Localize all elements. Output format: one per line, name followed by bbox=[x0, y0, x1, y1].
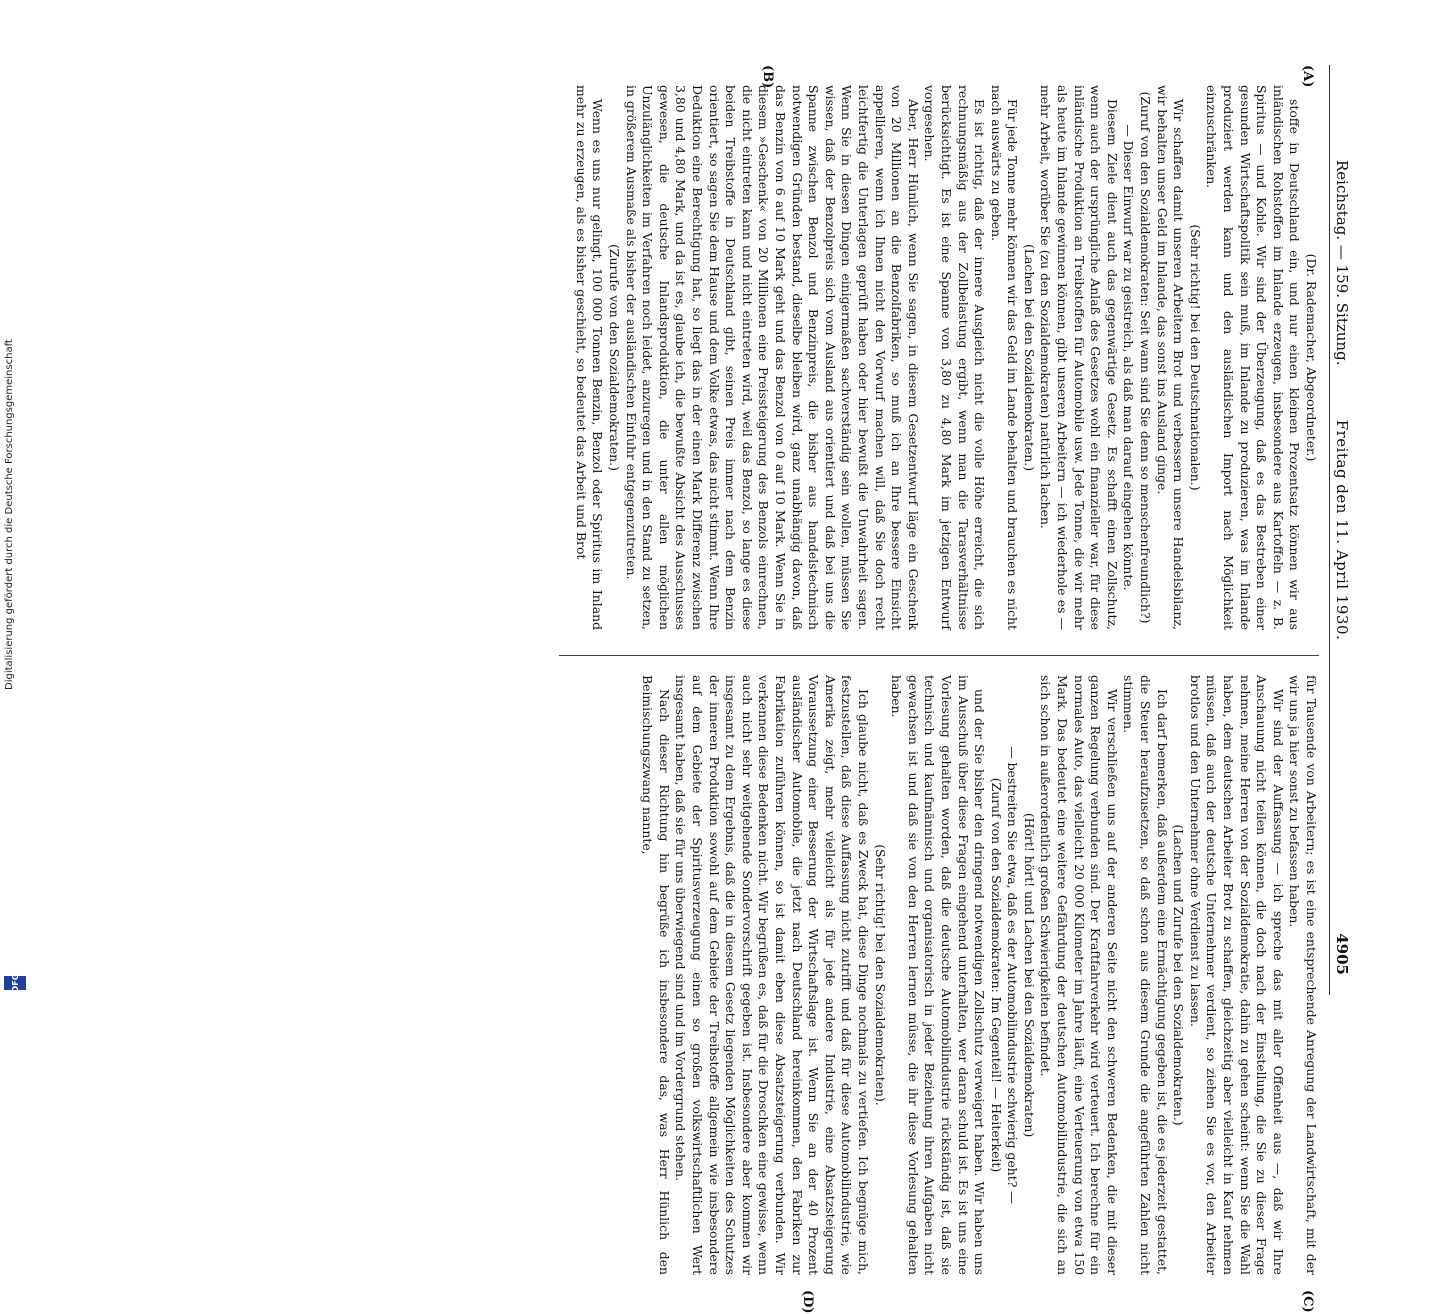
interjection: (Zurufe von den Sozialdemokraten.) bbox=[607, 244, 623, 471]
paragraph: Es ist richtig, daß der innere Ausgleich nicht die volle Höhe erreicht, die sich rechnungsmäßig aus der Zollbelastung ergibt, wenn man die Tarasverhältnisse berücksichtigt. Es ist eine Spanne von 3,80 zu 4,80 Mark im jetzigen Entwurf vorgesehen. bbox=[922, 85, 988, 630]
interjection: (Dr. Rademacher, Abgeordneter.) bbox=[1304, 253, 1319, 462]
page-number: 4905 bbox=[1333, 933, 1351, 975]
margin-marker-b: (B) bbox=[760, 65, 775, 89]
paragraph: stoffe in Deutschland ein, und nur einen kleinen Prozentsatz können wir aus inländischen Rohstoffen im Inlande erzeugen, insbesondere aus Kartoffeln — z. B. Spiritus — und Kohle. Wir sind der Überzeugung, daß es das Bestreben einer gesunden Wirtschaftspolitik sein muß, im Inlande zu produzieren, was im Inlande produziert werden kann und den ausländischen Import nach Möglichkeit einzuschränken. bbox=[1204, 85, 1303, 630]
dfg-logo: DFG bbox=[4, 976, 26, 990]
interjection: (Sehr richtig! bei den Sozialdemokraten). bbox=[872, 844, 888, 1106]
left-column bbox=[572, 85, 1319, 630]
paragraph: Aber, Herr Hünlich, wenn Sie sagen, in diesem Gesetzentwurf läge ein Geschenk von 20 Millionen an die Benzolfabriken, so muß ich an Ihre bessere Einsicht appellieren, wenn ich Ihnen nicht den Vorwurf machen will, daß Sie doch recht leichtfertig die Unterlagen geprüft haben oder hier bewußt die Unwahrheit sagen. Wenn Sie in diesen Dingen einigermaßen sachverständig sein wollen, müssen Sie wissen, daß der Benzolpreis sich vom Ausland aus orientiert und daß bei uns die Spanne zwischen Benzol und Benzinpreis, die bisher aus handelstechnisch notwendigen Gründen bestand, dieselbe bleiben wird, ganz unabhängig davon, daß das Benzin von 6 auf 10 Mark geht und das Benzol von 0 auf 10 Mark. Wenn Sie in diesem »Geschenk« von 20 Millionen eine Preissteigerung des Benzols einrechnen, die nicht eintreten kann und nicht eintreten wird, weil das Benzol, so lange es diese beiden Treibstoffe in Deutschland gibt, seinen Preis immer nach dem Benzin orientiert, so sagen Sie dem Hause und dem Volke etwas, das nicht stimmt. Wenn Ihre Deduktion eine Berechtigung hat, so liegt das in der einen Mark Differenz zwischen 3,80 und 4,80 Mark, und da ist es, glaube ich, die bewußte Absicht des Ausschusses gewesen, die deutsche Inlandsproduktion, die unter allen möglichen Unzulänglichkeiten im Verfahren noch leidet, anzuregen und in den Stand zu setzen, in größerem Ausmaße als bisher der ausländischen Einfuhr entgegenzutreten. bbox=[623, 85, 921, 630]
paragraph: Ich glaube nicht, daß es Zweck hat, diese Dinge nochmals zu vertiefen. Ich begnüge mich, festzustellen, daß diese Auffassung nicht zutrifft und daß für diese Automobilindustrie, wie Amerika zeigt, mehr vielleicht als für jede andere Industrie, eine Absatzsteigerung Voraussetzung einer Besserung der Wirtschaftslage ist. Wenn Sie an der 40 Prozent ausländischer Automobile, die jetzt nach Deutschland hereinkommen, den Fabriken zur Fabrikation zuführen können, so ist damit eben diese Absatzsteigerung verbunden. Wir verkennen diese Bedenken nicht. Wir begrüßen es, daß für die Droschken eine gewisse, wenn auch nicht sehr weitgehende Sondervorschrift gegeben ist. Insbesondere aber kommen wir insgesamt zu dem Ergebnis, daß die in diesem Gesetz liegenden Möglichkeiten des Schutzes der inneren Produktion sowohl auf dem Gebiete der Treibstoffe allgemein wie insbesondere auf dem Gebiete der Spiritusverzeugung einen so großen volkswirtschaftlichen Wert insgesamt haben, daß sie für uns überwiegend sind und im Vordergrund stehen. bbox=[673, 675, 871, 1275]
interjection: (Hört! hört! und Lachen bei den Sozialdemokraten) bbox=[1021, 812, 1037, 1138]
paragraph: Für jede Tonne mehr können wir das Geld im Lande behalten und brauchen es nicht nach auswärts zu geben. bbox=[988, 85, 1021, 630]
column-divider bbox=[559, 655, 1319, 656]
paragraph: Wir sind der Auffassung — ich spreche das mit aller Offenheit aus —, daß wir Ihre Anschauung nicht teilen können, die doch nach der Einstellung, die Sie zu dieser Frage nehmen, meine Herren von der Sozialdemokratie, dahin zu gehen scheint: wenn Sie die Wahl haben, dem deutschen Arbeiter Brot zu schaffen, gleichzeitig aber vielleicht in Kauf nehmen müssen, daß auch der deutsche Unternehmer verdient, so ziehen Sie es vor, den Arbeiter brotlos und den Unternehmer ohne Verdienst zu lassen. bbox=[1187, 675, 1286, 1275]
paragraph: Ich darf bemerken, daß außerdem eine Ermächtigung gegeben ist, die es jederzeit gestattet, die Steuer heraufzusetzen, so daß schon aus diesem Grunde die angeführten Zahlen nicht stimmen. bbox=[1121, 675, 1170, 1275]
margin-marker-d: (D) bbox=[800, 1290, 815, 1314]
interjection: (Zuruf von den Sozialdemokraten: Im Gegenteil! — Heiterkeit) bbox=[988, 777, 1004, 1173]
paragraph: Wenn es uns nur gelingt, 100 000 Tonnen Benzin, Benzol oder Spiritus im Inland mehr zu erzeugen, als es bisher geschieht, so bedeutet das Arbeit und Brot bbox=[573, 85, 606, 630]
paragraph: und der Sie bisher den dringend notwendigen Zollschutz verweigert haben. Wir haben uns im Ausschuß über diese Fragen eingehend unterhalten, wer daran schuld ist. Es ist uns eine Vorlesung gehalten worden, daß die deutsche Automobilindustrie rückständig ist, daß sie technisch und kaufmännisch und organisatorisch in jeder Beziehung ihren Aufgaben nicht gewachsen ist und daß sie von den Herren lernen müsse, die ihr diese Vorlesung gehalten haben. bbox=[889, 675, 988, 1275]
paragraph: Diesem Ziele dient auch das gegenwärtige Gesetz. Es schafft einen Zollschutz, wenn auch der ursprüngliche Anlaß des Gesetzes wohl ein finanzieller war, für diese inländische Produktion an Treibstoffen für Automobile usw. Jede Tonne, die wir mehr als heute im Inlande gewinnen können, gibt unseren Arbeitern — ich wiederhole es — mehr Arbeit, worüber Sie (zu den Sozialdemokraten) natürlich lachen. bbox=[1038, 85, 1120, 630]
margin-marker-a: (A) bbox=[1300, 65, 1315, 88]
paragraph: für Tausende von Arbeitern; es ist eine entsprechende Anregung der Landwirtschaft, mit der wir uns ja hier sonst zu befassen haben. bbox=[1287, 675, 1319, 1275]
rotated-page bbox=[105, 65, 1355, 1314]
interjection: — bestreiten Sie etwa, daß es der Automobilindustrie schwierig geht? — bbox=[1005, 746, 1021, 1204]
digitization-credit: Digitalisierung gefördert durch die Deutsche Forschungsgemeinschaft bbox=[4, 339, 15, 690]
interjection: (Lachen bei den Sozialdemokraten.) bbox=[1021, 243, 1037, 472]
paragraph: Wir verschließen uns auf der anderen Seite nicht den schweren Bedenken, die mit dieser ganzen Regelung verbunden sind. Der Kraftfahrverkehr wird verteuert. Ich berechne für ein normales Auto, das vielleicht 20 000 Kilometer im Jahre läuft, eine Verteuerung von etwa 150 Mark. Das bedeutet eine weitere Gefährdung der deutschen Automobilindustrie, die sich an sich schon in außerordentlich großen Schwierigkeiten befindet. bbox=[1038, 675, 1120, 1275]
page-header bbox=[1329, 65, 1355, 995]
paragraph: Wir schaffen damit unseren Arbeitern Brot und verbessern unsere Handelsbilanz, wir behalten unser Geld im Inlande, das sonst ins Ausland ginge. bbox=[1154, 85, 1187, 630]
header-rule bbox=[1329, 65, 1330, 995]
interjection: (Lachen und Zurufe bei den Sozialdemokraten.) bbox=[1171, 824, 1187, 1126]
interjection: (Zuruf von den Sozialdemokraten: Seit wann sind Sie denn so menschenfreundlich?) bbox=[1138, 91, 1154, 624]
header-session: Reichstag. — 159. Sitzung. bbox=[1333, 160, 1351, 366]
header-date: Freitag den 11. April 1930. bbox=[1333, 419, 1351, 641]
right-column bbox=[639, 675, 1319, 1275]
margin-marker-c: (C) bbox=[1300, 1290, 1315, 1313]
paragraph: Nach dieser Richtung hin begrüße ich insbesondere das, was Herr Hünlich den Beimischungszwang nannte, bbox=[640, 675, 672, 1275]
interjection: — Dieser Einwurf war zu geistreich, als daß man darauf eingehen könnte. bbox=[1121, 124, 1137, 591]
interjection: (Sehr richtig! bei den Deutschnationalen.) bbox=[1187, 224, 1203, 491]
